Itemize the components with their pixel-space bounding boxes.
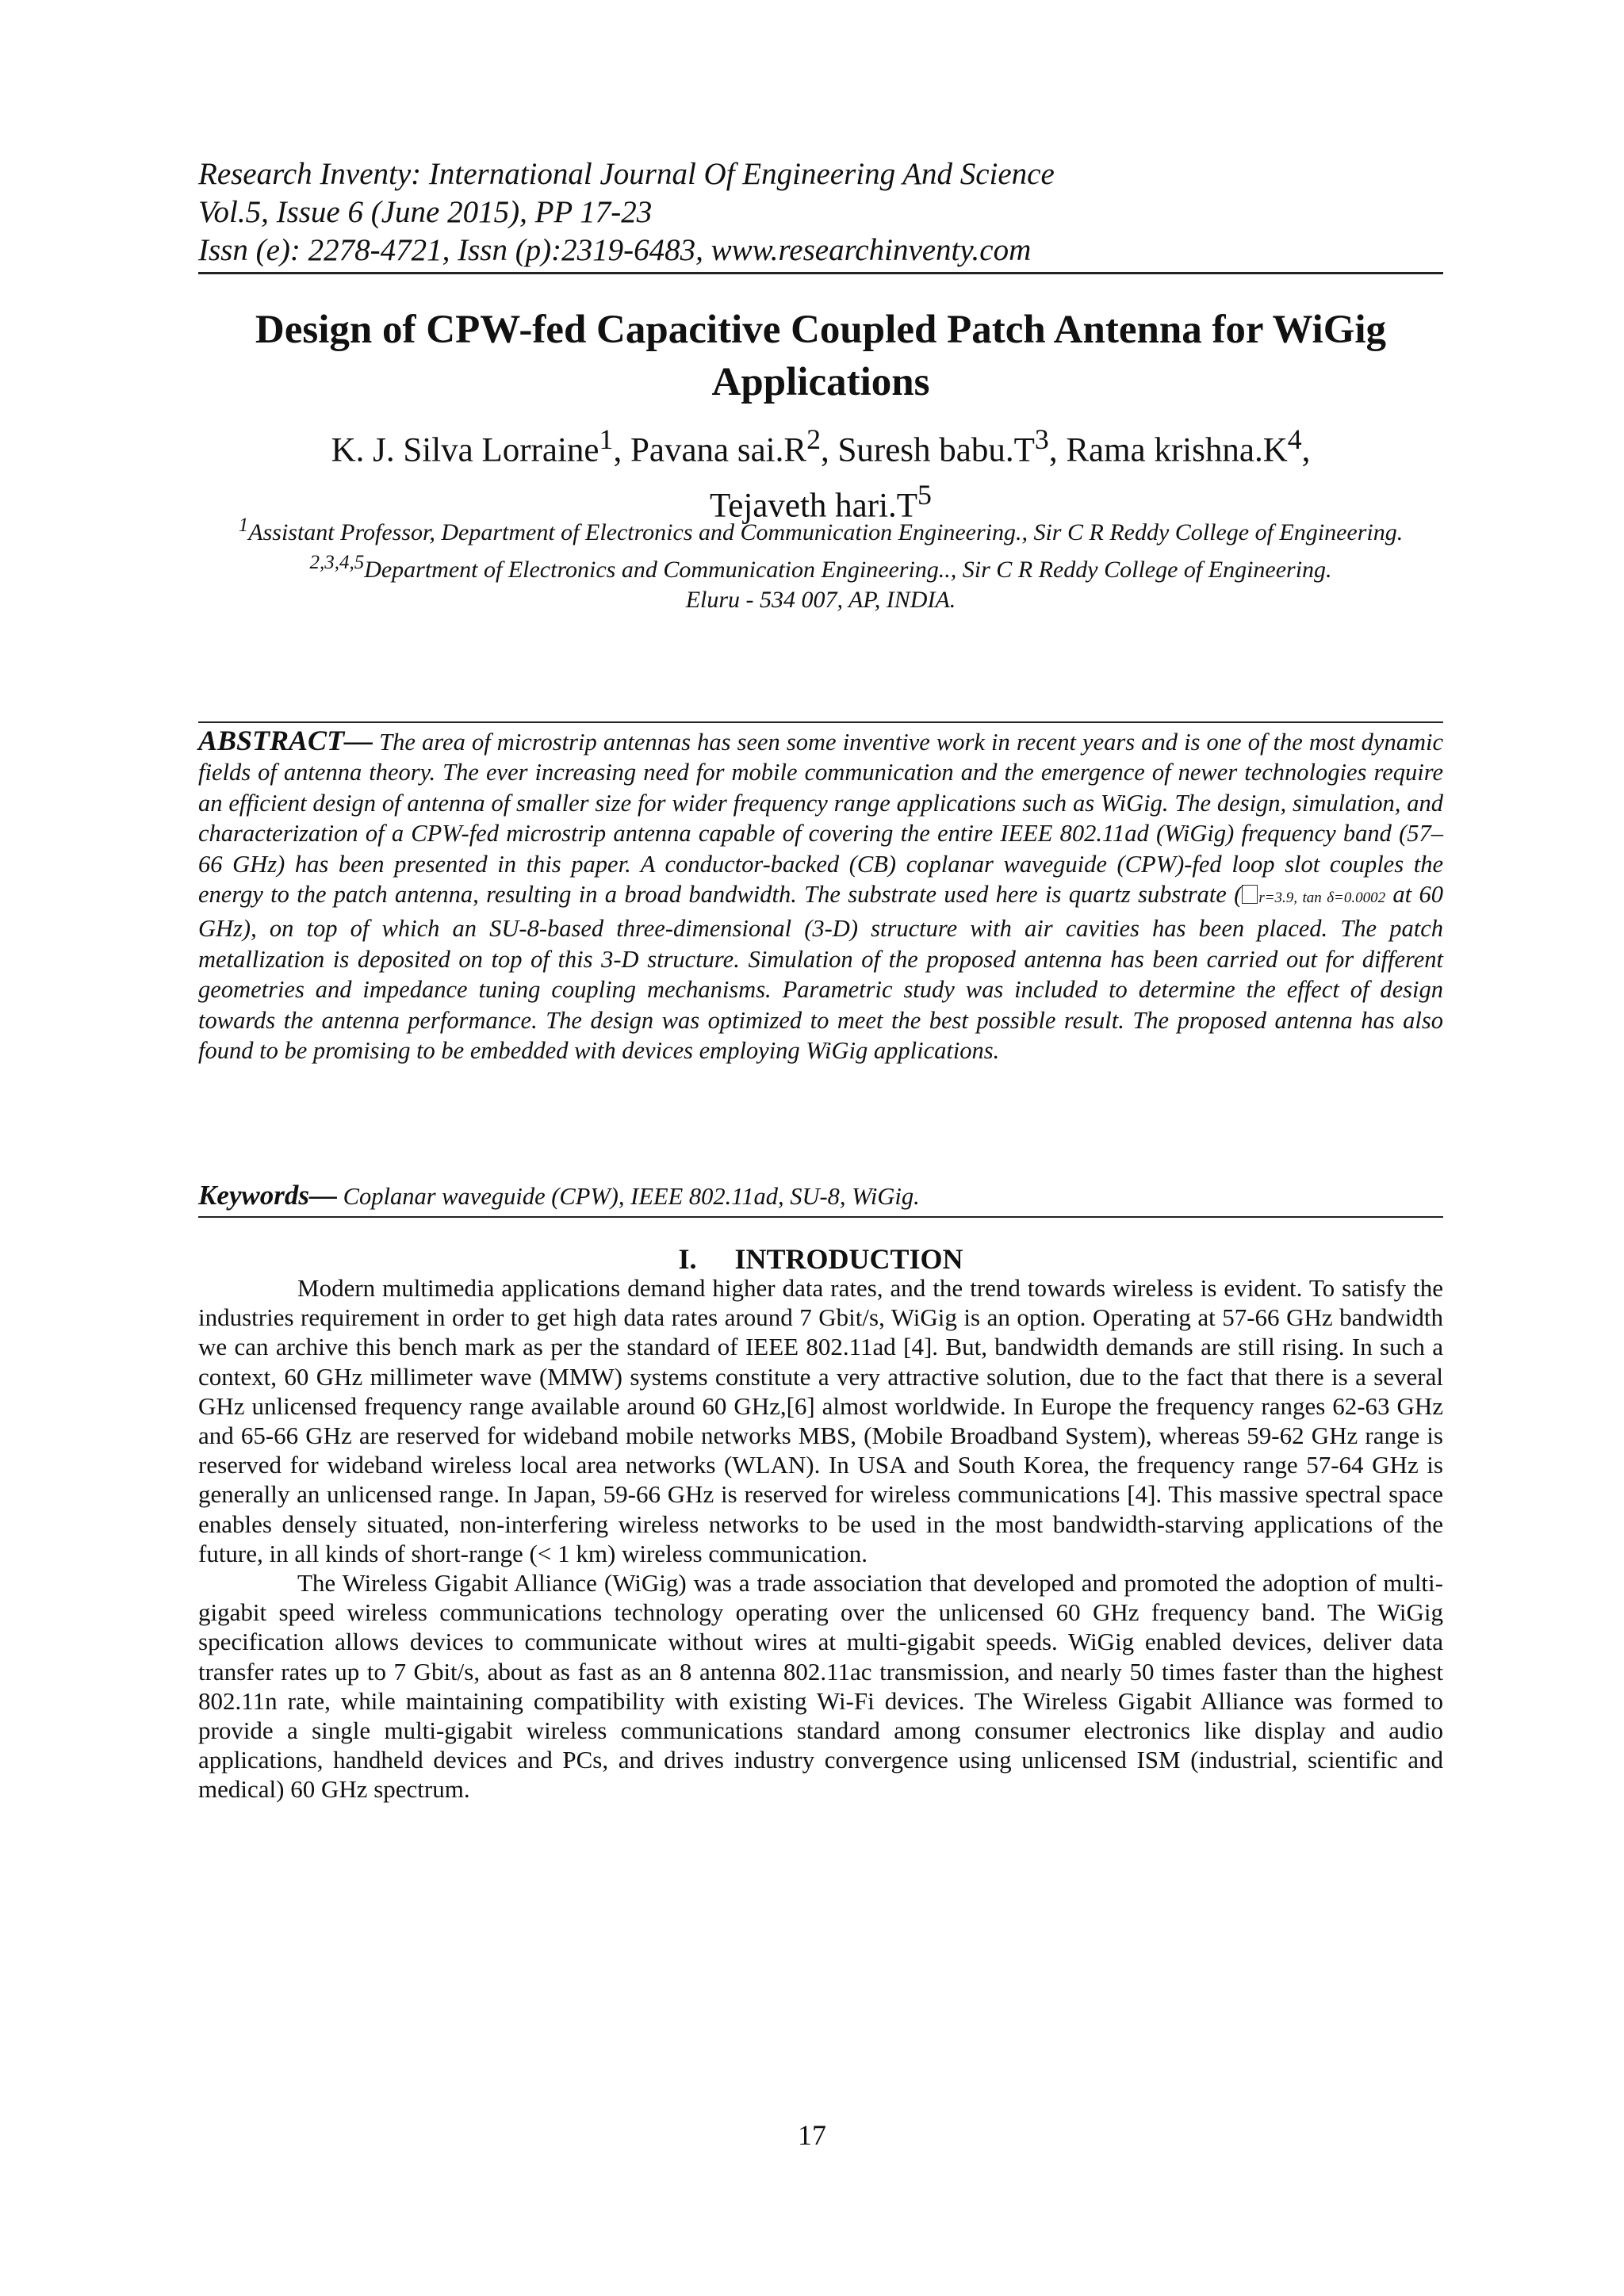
author-name: Suresh babu.T [837, 431, 1035, 469]
author-list: K. J. Silva Lorraine$^1$, Pavana $sai.R^2$, Suresh $babu.T^3$, Rama $krishna.K^4$, Tejaveth $hari.T^5$ [331, 423, 1311, 525]
author-sup: 1 [599, 423, 614, 455]
abstract-rule [198, 721, 1443, 723]
body-paragraph: Modern multimedia applications demand higher data rates, and the trend towards wireless is evident. To satisfy the industries requirement in order to get high data rates around 7 Gbit/s, WiGig is an option. Operating at 57-66 GHz bandwidth we can archive this bench mark as per the standard of IEEE 802.11ad [4]. But, bandwidth demands are still rising. In such a context, 60 GHz millimeter wave (MMW) systems constitute a very attractive solution, due to the fact that there is a several GHz unlicensed frequency range available around 60 GHz,[6] almost worldwide. In Europe the frequency ranges 62-63 GHz and 65-66 GHz are reserved for wideband mobile networks MBS, (Mobile Broadband System), whereas 59-62 GHz range is reserved for wideband wireless local area networks (WLAN). In USA and South Korea, the frequency range 57-64 GHz is generally an unlicensed range. In Japan, 59-66 GHz is reserved for wireless communications [4]. This massive spectral space enables densely situated, non-interfering wireless networks to be used in the most bandwidth-starving applications of the future, in all kinds of short-range (< 1 km) wireless communication. [198, 1274, 1443, 1567]
author-sup: 3 [1034, 423, 1049, 455]
header-rule [198, 272, 1443, 274]
abstract-label: ABSTRACT— [198, 725, 373, 756]
page-number: 17 [798, 2119, 826, 2151]
section-title: INTRODUCTION [734, 1243, 963, 1275]
author-sup: 2 [806, 423, 821, 455]
journal-header [198, 155, 1443, 270]
affiliation-sup: 2,3,4,5 [309, 552, 365, 573]
affiliation-3: Eluru - 534 007, AP, INDIA. [685, 587, 956, 613]
paper-title: Design of CPW-fed Capacitive Coupled Patch Antenna for WiGig Applications [255, 308, 1387, 404]
author-name: Pavana sai.R [630, 431, 807, 469]
abstract-subscript: r=3.9, tan δ=0.0002 [1258, 890, 1386, 907]
affiliations [198, 511, 1443, 615]
author-sup: 4 [1287, 423, 1302, 455]
keywords [198, 1180, 1443, 1212]
affiliation-sup: 1 [238, 515, 249, 536]
body-paragraph: The Wireless Gigabit Alliance (WiGig) was a trade association that developed and promoted the adoption of multi-gigabit speed wireless communications technology operating over the unlicensed 60 GHz frequency band. The WiGig specification allows devices to communicate without wires at multi-gigabit speeds. WiGig enabled devices, deliver data transfer rates up to 7 Gbit/s, about as fast as an 8 antenna 802.11ac transmission, and nearly 50 times faster than the highest 802.11n rate, while maintaining compatibility with existing Wi-Fi devices. The Wireless Gigabit Alliance was formed to provide a single multi-gigabit wireless communications standard among consumer electronics like display and audio applications, handheld devices and PCs, and drives industry convergence using unlicensed ISM (industrial, scientific and medical) 60 GHz spectrum. [198, 1569, 1443, 1804]
keywords-label: Keywords— [198, 1180, 337, 1211]
abstract-text-cont: at 60 GHz), on top of which an SU-8-based three-dimensional (3-D) structure with air cavities has been placed. The patch metallization is deposited on top of this 3-D structure. Simulation of the proposed antenna has been carried out for different geometries and impedance tuning coupling mechanisms. Parametric study was included to determine the effect of design towards the antenna performance. The design was optimized to meet the best possible result. The proposed antenna has also found to be promising to be embedded with devices employing WiGig applications. [198, 881, 1443, 1065]
affiliation-2: $^{2,3,4,5}$Department of Electronics and Communication Engineering.., Sir C R Reddy College of Engineering. [309, 552, 1332, 583]
author-sup: 5 [917, 479, 932, 511]
section-body [198, 1273, 1443, 1804]
affiliation-1: $^1$Assistant Professor, Department of Electronics and Communication Engineering., Sir C R Reddy College of Engineering. [238, 515, 1404, 545]
journal-issn: Issn (e): 2278-4721, Issn (p):2319-6483, www.researchinventy.com [198, 233, 1032, 267]
missing-glyph-box [1242, 885, 1258, 904]
section-heading [198, 1242, 1443, 1276]
author-name: Rama krishna.K [1066, 431, 1288, 469]
keywords-text: Coplanar waveguide (CPW), IEEE 802.11ad, SU-8, WiGig. [337, 1183, 920, 1210]
journal-volume: Vol.5, Issue 6 (June 2015), PP 17-23 [198, 195, 653, 229]
author-name: Tejaveth hari.T [710, 487, 918, 525]
keywords-rule [198, 1216, 1443, 1218]
journal-name: Research Inventy: International Journal Of Engineering And Science [198, 157, 1055, 191]
abstract [198, 725, 1443, 1066]
author-name: K. J. Silva Lorraine [331, 431, 599, 469]
abstract-text: The area of microstrip antennas has seen some inventive work in recent years and is one of the most dynamic fields of antenna theory. The ever increasing need for mobile communication and the emergence of newer technologies require an efficient design of antenna of smaller size for wider frequency range applications such as WiGig. The design, simulation, and characterization of a CPW-fed microstrip antenna capable of covering the entire IEEE 802.11ad (WiGig) frequency band (57–66 GHz) has been presented in this paper. A conductor-backed (CB) coplanar waveguide (CPW)-fed loop slot couples the energy to the patch antenna, resulting in a broad bandwidth. The substrate used here is quartz substrate ( [198, 729, 1443, 909]
section-number: I. [678, 1243, 697, 1275]
